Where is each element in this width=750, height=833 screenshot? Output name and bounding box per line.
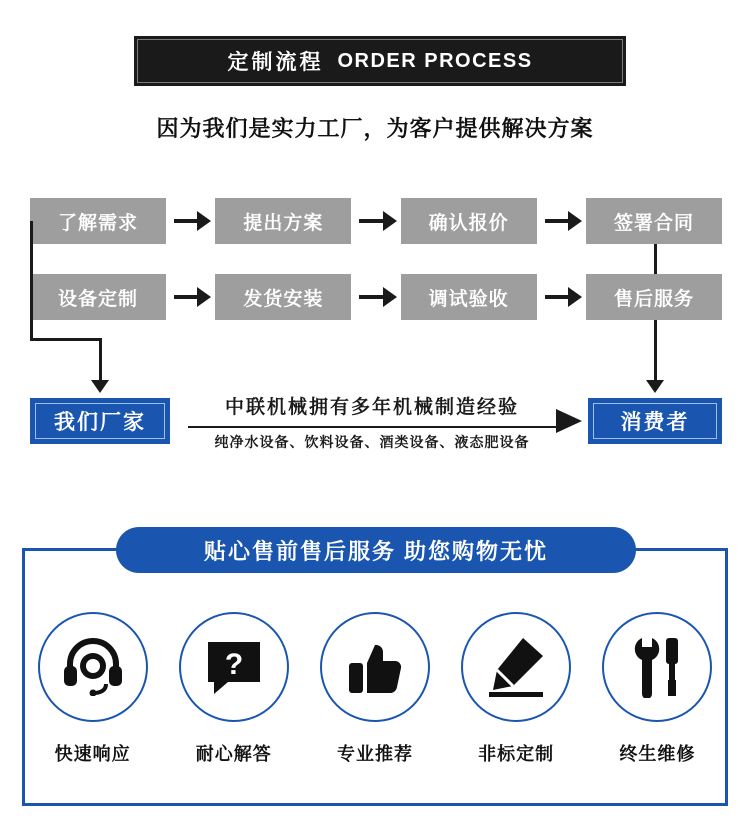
connector-line-right	[654, 244, 657, 274]
service-item-lifetime-repair	[592, 612, 722, 766]
flow-row-2	[30, 274, 722, 320]
header-banner	[134, 36, 626, 86]
arrow-shaft	[359, 295, 384, 299]
flow-row-1	[30, 198, 722, 244]
subtitle: 因为我们是实力工厂，为客户提供解决方案	[156, 116, 594, 141]
arrow-head	[197, 211, 211, 231]
left-bracket-arrowhead	[91, 380, 109, 393]
service-label: 终生维修	[619, 744, 696, 764]
arrow-head	[383, 287, 397, 307]
arrow-head	[568, 211, 582, 231]
flow-arrow-6	[537, 274, 586, 320]
experience-underline	[188, 426, 556, 428]
flow-step-7: 调试验收	[401, 274, 537, 320]
factory-box	[30, 398, 170, 444]
flow-step-2: 提出方案	[215, 198, 351, 244]
service-label: 专业推荐	[336, 744, 413, 764]
left-bracket-down	[99, 338, 102, 382]
flow-arrow-5	[351, 274, 400, 320]
factory-box-label: 我们厂家	[54, 411, 146, 434]
flow-arrow-4	[166, 274, 215, 320]
flow-arrow-1	[166, 198, 215, 244]
service-panel-title: 贴心售前售后服务 助您购物无忧	[116, 527, 636, 573]
flow-step-6: 发货安装	[215, 274, 351, 320]
flow-step-5: 设备定制	[30, 274, 166, 320]
right-bracket-arrowhead	[646, 380, 664, 393]
product-categories-text: 纯净水设备、饮料设备、酒类设备、液态肥设备	[214, 434, 530, 450]
arrow-head	[197, 287, 211, 307]
flow-step-1: 了解需求	[30, 198, 166, 244]
flow-arrow-3	[537, 198, 586, 244]
left-bracket-vertical	[30, 221, 33, 341]
service-label: 非标定制	[478, 744, 555, 764]
pencil-icon	[461, 612, 571, 722]
arrow-head	[383, 211, 397, 231]
service-item-patient-answer	[169, 612, 299, 766]
question-bubble-icon	[179, 612, 289, 722]
flow-step-4: 签署合同	[586, 198, 722, 244]
svg-text:?: ?	[224, 648, 243, 681]
service-label: 快速响应	[54, 744, 131, 764]
left-bracket-horizontal	[30, 338, 102, 341]
arrow-shaft	[359, 219, 384, 223]
service-item-professional-recommendation	[310, 612, 440, 766]
headset-icon	[38, 612, 148, 722]
arrow-shaft	[174, 295, 199, 299]
flow-step-3: 确认报价	[401, 198, 537, 244]
consumer-box-label: 消费者	[620, 411, 690, 434]
header-title-cn: 定制流程	[227, 51, 324, 74]
header-title-en: ORDER PROCESS	[337, 49, 533, 72]
long-arrow-head	[556, 409, 582, 433]
flow-step-8: 售后服务	[586, 274, 722, 320]
service-label: 耐心解答	[195, 744, 272, 764]
service-items	[22, 612, 728, 766]
header-banner-inner	[137, 39, 623, 83]
wrench-screwdriver-icon	[602, 612, 712, 722]
experience-text: 中联机械拥有多年机械制造经验	[224, 397, 519, 418]
consumer-box	[588, 398, 722, 444]
thumbs-up-icon	[320, 612, 430, 722]
arrow-shaft	[545, 295, 570, 299]
right-bracket-down	[654, 320, 657, 382]
flow-arrow-2	[351, 198, 400, 244]
arrow-head	[568, 287, 582, 307]
service-item-custom-design	[451, 612, 581, 766]
arrow-shaft	[174, 219, 199, 223]
service-item-fast-response	[28, 612, 158, 766]
arrow-shaft	[545, 219, 570, 223]
